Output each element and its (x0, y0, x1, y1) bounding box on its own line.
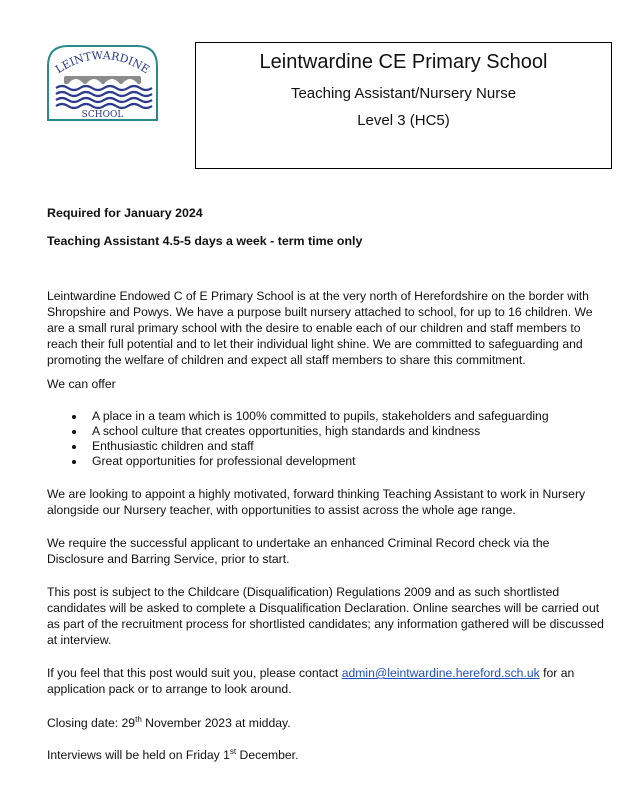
logo-top-text: LEINTWARDINE (53, 48, 152, 77)
list-item: • A school culture that creates opportunities, high standards and kindness (86, 424, 607, 439)
closing-date (47, 715, 607, 731)
list-item: • A place in a team which is 100% committed to pupils, stakeholders and safeguarding (86, 409, 607, 424)
required-heading: Required for January 2024 (47, 206, 203, 220)
hours-heading: Teaching Assistant 4.5-5 days a week - term time only (47, 234, 363, 248)
job-level: Level 3 (HC5) (357, 112, 450, 129)
regulation-paragraph: This post is subject to the Childcare (Disqualification) Regulations 2009 and as such shortlisted candidates will be asked to complete a Disqualification Declaration. Online searches will be carried out as part of the recruitment process for shortlisted candidates; any information gathered will be discussed at interview. (47, 585, 604, 647)
contact-text-after: for an application pack or to arrange to look around. (47, 666, 575, 696)
title-box (195, 42, 612, 169)
contact-paragraph (47, 665, 607, 697)
offer-list (47, 409, 607, 469)
contact-text-before: If you feel that this post would suit you, please contact (47, 666, 342, 680)
closing-text-after: November 2023 at midday. (141, 716, 291, 730)
contact-email-link[interactable]: admin@leintwardine.hereford.sch.uk (341, 666, 540, 680)
dbs-paragraph: We require the successful applicant to undertake an enhanced Criminal Record check via the Disclosure and Barring Service, prior to start. (47, 536, 550, 566)
school-name: Leintwardine CE Primary School (259, 51, 548, 73)
interview-ordinal: st (229, 746, 237, 756)
interview-text-after: December. (236, 748, 299, 762)
interview-text: Interviews will be held on Friday 1 (47, 748, 230, 762)
advert-body (47, 205, 607, 763)
appoint-paragraph: We are looking to appoint a highly motivated, forward thinking Teaching Assistant to work in Nursery alongside our Nursery teacher, with opportunities to assist across the whole age range. (47, 487, 586, 517)
interview-date (47, 747, 607, 763)
intro-paragraph: Leintwardine Endowed C of E Primary School is at the very north of Herefordshire on the border with Shropshire and Powys. We have a purpose built nursery attached to school, for up to 16 children. We are a small rural primary school with the desire to enable each of our children and staff members to reach their full potential and to let their individual light shine. We are committed to safeguarding and promoting the welfare of children and expect all staff members to share this commitment. (47, 289, 593, 367)
logo-bottom-text: SCHOOL (81, 110, 124, 120)
closing-ordinal: th (135, 714, 142, 724)
list-item: • Enthusiastic children and staff (86, 439, 607, 454)
list-item: • Great opportunities for professional development (86, 454, 607, 469)
school-logo (46, 44, 159, 122)
offer-heading: We can offer (47, 377, 116, 391)
job-role: Teaching Assistant/Nursery Nurse (290, 85, 517, 102)
logo-crest-icon (46, 44, 159, 122)
closing-text: Closing date: 29 (47, 716, 136, 730)
